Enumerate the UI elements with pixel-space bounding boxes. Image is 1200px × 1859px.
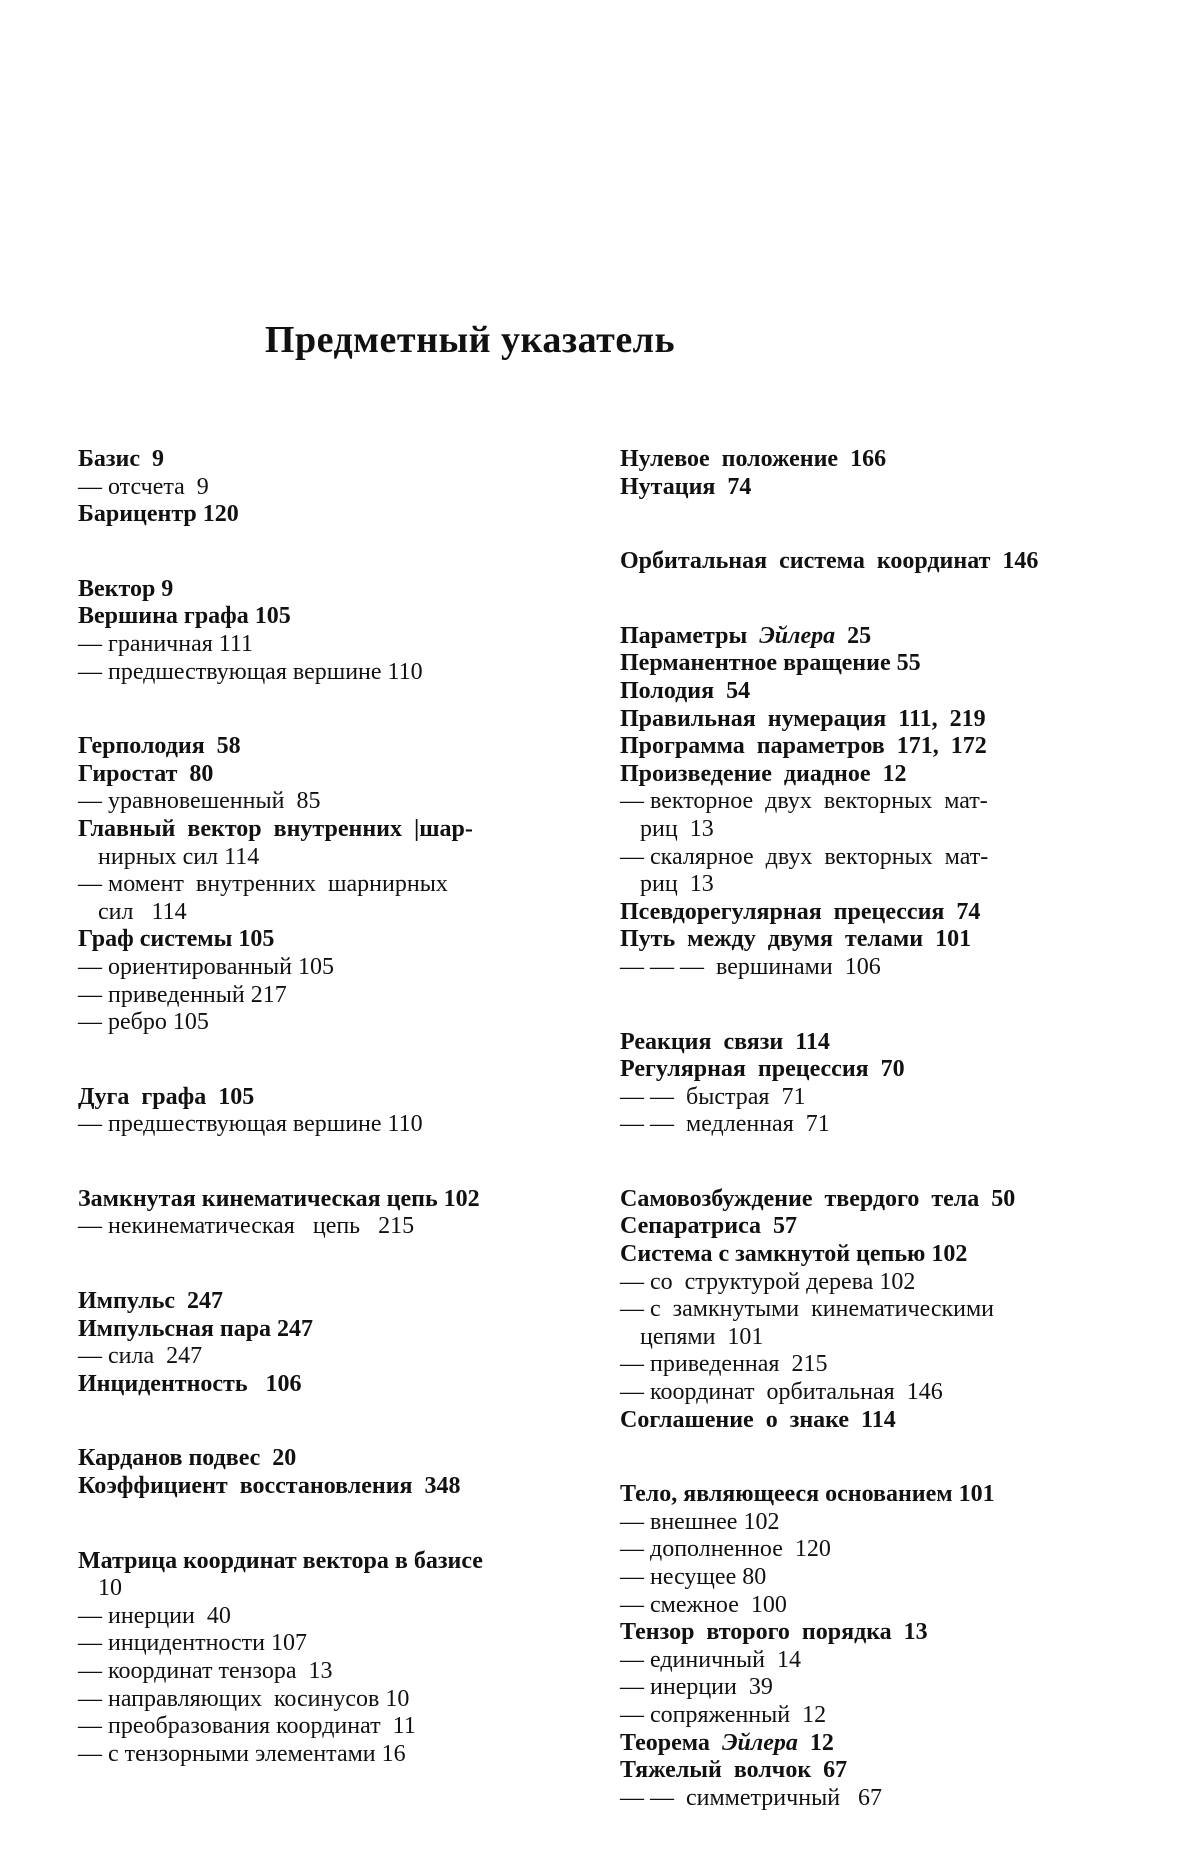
index-entry: — инерции 39 (620, 1674, 773, 1701)
index-entry: Перманентное вращение 55 (620, 650, 921, 677)
index-entry: Полодия 54 (620, 677, 751, 704)
index-entry: Вершина графа 105 (78, 603, 291, 630)
index-group (78, 576, 588, 686)
index-entry: — — быстрая 71 (620, 1083, 806, 1110)
index-group (620, 446, 1125, 501)
index-group (620, 1481, 1125, 1812)
index-entry: Параметры Эйлера 25 (620, 622, 872, 649)
index-entry: — скалярное двух векторных мат- (620, 843, 989, 870)
index-entry: Теорема Эйлера 12 (620, 1729, 834, 1756)
italic-name: Эйлера (759, 622, 836, 649)
index-entry: — дополненное 120 (620, 1536, 831, 1563)
index-entry: Матрица координат вектора в базисе (78, 1547, 483, 1574)
index-entry: — со структурой дерева 102 (620, 1268, 916, 1295)
index-group (620, 1029, 1125, 1139)
index-entry: Замкнутая кинематическая цепь 102 (78, 1185, 480, 1212)
index-entry: — граничная 111 (78, 630, 254, 657)
index-entry: Граф системы 105 (78, 926, 275, 953)
index-group (78, 1445, 588, 1500)
index-entry: Орбитальная система координат 146 (620, 548, 1039, 575)
index-entry: — с замкнутыми кинематическими (620, 1296, 995, 1323)
index-entry: Программа параметров 171, 172 (620, 733, 987, 760)
index-entry: — инцидентности 107 (78, 1630, 307, 1657)
index-entry: — с тензорными элементами 16 (78, 1740, 406, 1767)
index-entry: Главный вектор внутренних |шар- (78, 815, 473, 842)
index-group (78, 1084, 588, 1139)
index-entry: — координат тензора 13 (78, 1658, 333, 1684)
index-entry: — приведенный 217 (78, 981, 287, 1008)
index-entry: — несущее 80 (620, 1564, 767, 1590)
index-entry: — направляющих косинусов 10 (78, 1685, 410, 1712)
index-group (620, 1186, 1125, 1434)
index-group (78, 733, 588, 1037)
index-group (620, 548, 1125, 576)
index-entry: Гиростат 80 (78, 760, 214, 787)
index-entry: — момент внутренних шарнирных (78, 871, 448, 898)
index-entry: Нутация 74 (620, 473, 752, 500)
index-entry: Самовозбуждение твердого тела 50 (620, 1185, 1016, 1212)
index-entry: Произведение диадное 12 (620, 760, 907, 787)
index-entry: Реакция связи 114 (620, 1028, 830, 1055)
index-group (78, 1288, 588, 1398)
index-entry: Коэффициент восстановления 348 (78, 1473, 461, 1500)
index-entry: — смежное 100 (620, 1591, 787, 1618)
index-entry: Система с замкнутой цепью 102 (620, 1241, 968, 1268)
index-entry: Импульс 247 (78, 1288, 224, 1315)
index-entry: — инерции 40 (78, 1602, 231, 1629)
index-entry: — ориентированный 105 (78, 953, 334, 980)
index-entry: Дуга графа 105 (78, 1083, 255, 1110)
index-entry: Герполодия 58 (78, 733, 241, 760)
italic-name: Эйлера (721, 1729, 798, 1756)
index-entry: — ребро 105 (78, 1009, 209, 1036)
index-entry-continuation: сил 114 (98, 898, 187, 925)
index-entry: — координат орбитальная 146 (620, 1379, 943, 1406)
index-entry: Вектор 9 (78, 575, 174, 602)
index-entry: Регулярная прецессия 70 (620, 1056, 905, 1083)
index-entry-continuation: 10 (98, 1575, 122, 1602)
index-entry: Правильная нумерация 111, 219 (620, 705, 986, 732)
index-group (78, 1548, 588, 1769)
index-entry: — внешнее 102 (620, 1508, 780, 1535)
index-entry: — некинематическая цепь 215 (78, 1213, 415, 1240)
index-entry: — предшествующая вершине 110 (78, 1111, 423, 1138)
index-entry: Соглашение о знаке 114 (620, 1406, 896, 1433)
index-entry: — сила 247 (78, 1343, 203, 1370)
index-entry: — векторное двух векторных мат- (620, 788, 988, 815)
index-entry-continuation: нирных сил 114 (98, 843, 260, 870)
index-entry-continuation: риц 13 (640, 871, 714, 898)
index-entry: — — медленная 71 (620, 1111, 830, 1138)
index-entry: Тяжелый волчок 67 (620, 1757, 848, 1784)
index-entry: — сопряженный 12 (620, 1701, 827, 1728)
index-entry-continuation: цепями 101 (640, 1323, 764, 1350)
index-entry: — — — вершинами 106 (620, 953, 881, 980)
index-entry: — отсчета 9 (78, 473, 209, 500)
index-column-right (620, 446, 1125, 1859)
index-group (620, 623, 1125, 982)
index-entry: — — симметричный 67 (620, 1784, 883, 1811)
index-entry: — приведенная 215 (620, 1351, 828, 1378)
index-column-left (78, 446, 588, 1815)
index-entry: Базис 9 (78, 446, 164, 472)
index-entry: Псевдорегулярная прецессия 74 (620, 898, 981, 925)
index-entry: — предшествующая вершине 110 (78, 658, 423, 685)
index-entry: Импульсная пара 247 (78, 1315, 314, 1342)
index-entry: Карданов подвес 20 (78, 1445, 297, 1472)
index-entry: Барицентр 120 (78, 501, 239, 528)
index-entry: Тензор второго порядка 13 (620, 1619, 928, 1646)
index-group (78, 446, 588, 529)
index-entry-continuation: риц 13 (640, 815, 714, 842)
index-entry: Нулевое положение 166 (620, 446, 887, 472)
index-entry: Сепаратриса 57 (620, 1213, 798, 1240)
index-entry: Инцидентность 106 (78, 1370, 302, 1397)
page-title: Предметный указатель (264, 319, 676, 361)
index-entry: — преобразования координат 11 (78, 1713, 416, 1740)
index-entry: Путь между двумя телами 101 (620, 926, 972, 953)
index-entry: — уравновешенный 85 (78, 788, 321, 815)
index-entry: Тело, являющееся основанием 101 (620, 1481, 995, 1508)
index-group (78, 1186, 588, 1241)
index-entry: — единичный 14 (620, 1646, 801, 1673)
